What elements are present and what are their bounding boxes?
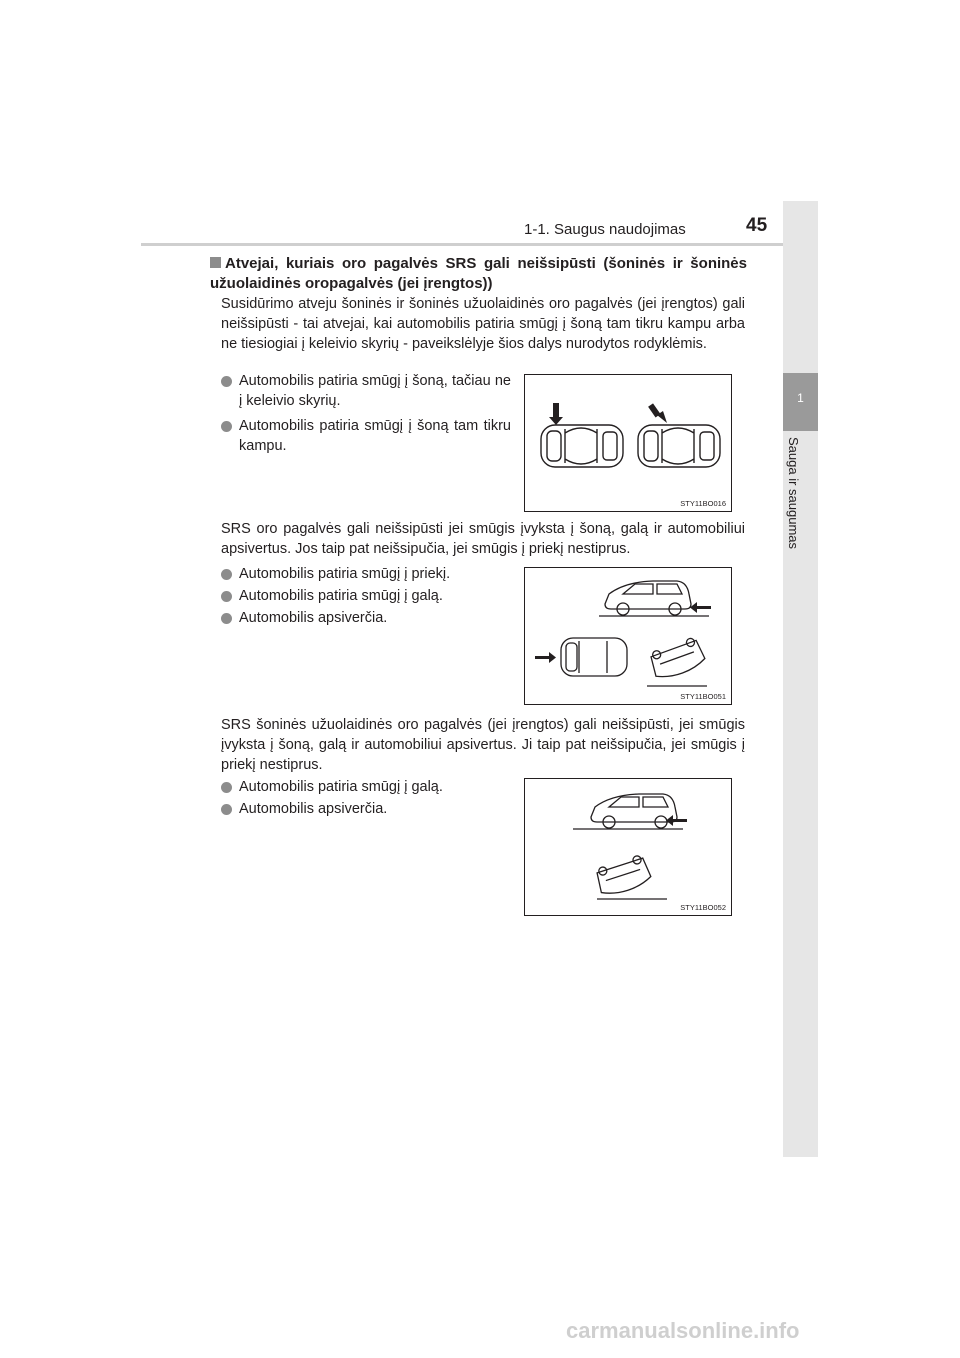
chapter-number: 1 xyxy=(797,391,804,405)
paragraph: SRS oro pagalvės gali neišsipūsti jei smūgis įvyksta į šoną, galą ir automobiliui apsivertus. Jos taip pat neišsipučia, jei smūgis į priekį nestiprus. xyxy=(221,521,745,557)
list-item: Automobilis apsiverčia. xyxy=(221,799,511,819)
bullet-dot-icon xyxy=(221,804,232,815)
page-number: 45 xyxy=(746,215,768,236)
list-item: Automobilis patiria smūgį į šoną tam tikru kampu. xyxy=(221,416,511,456)
bullet-dot-icon xyxy=(221,569,232,580)
list-item: Automobilis patiria smūgį į galą. xyxy=(221,586,511,606)
list-item: Automobilis patiria smūgį į galą. xyxy=(221,777,511,797)
section-heading xyxy=(210,254,747,294)
watermark: carmanualsonline.info xyxy=(566,1318,800,1343)
figure-rear-rollover xyxy=(524,778,732,916)
figure-side-impact xyxy=(524,374,732,512)
section-heading-text: Atvejai, kuriais oro pagalvės SRS gali neišsipūsti (šoninės ir šoninės užuolaidinės oropagalvės (jei įrengtos)) xyxy=(210,255,747,292)
chapter-side-tab xyxy=(783,201,818,1157)
figure-code: STY11BO052 xyxy=(680,903,726,912)
list-item: Automobilis patiria smūgį į šoną, tačiau ne į keleivio skyrių. xyxy=(221,371,511,411)
header-divider xyxy=(141,243,817,246)
figure-code: STY11BO016 xyxy=(680,499,726,508)
section-title: 1-1. Saugus naudojimas xyxy=(524,221,686,238)
bullet-dot-icon xyxy=(221,591,232,602)
square-bullet-icon xyxy=(210,257,221,268)
rear-rollover-illustration xyxy=(525,779,731,915)
bullet-dot-icon xyxy=(221,421,232,432)
side-impact-illustration xyxy=(525,375,731,511)
list-item: Automobilis patiria smūgį į priekį. xyxy=(221,564,511,584)
bullet-dot-icon xyxy=(221,613,232,624)
bullet-dot-icon xyxy=(221,376,232,387)
chapter-label: Sauga ir saugumas xyxy=(786,437,801,550)
front-rear-rollover-illustration xyxy=(525,568,731,704)
figure-front-rear-rollover xyxy=(524,567,732,705)
intro-paragraph: Susidūrimo atveju šoninės ir šoninės užuolaidinės oro pagalvės (jei įrengtos) gali neišsipūsti - tai atvejai, kai automobilis patiria smūgį į šoną tam tikru kampu arba ne tiesiogiai į keleivio skyrių - paveikslėlyje šios dalys nurodytos rodyklėmis. xyxy=(221,296,745,352)
list-item: Automobilis apsiverčia. xyxy=(221,608,511,628)
paragraph: SRS šoninės užuolaidinės oro pagalvės (jei įrengtos) gali neišsipūsti, jei smūgis įvyksta į šoną, galą ir automobiliui apsivertus. Ji taip pat neišsipučia, jei smūgis į priekį nestiprus. xyxy=(221,717,745,773)
figure-code: STY11BO051 xyxy=(680,692,726,701)
bullet-dot-icon xyxy=(221,782,232,793)
